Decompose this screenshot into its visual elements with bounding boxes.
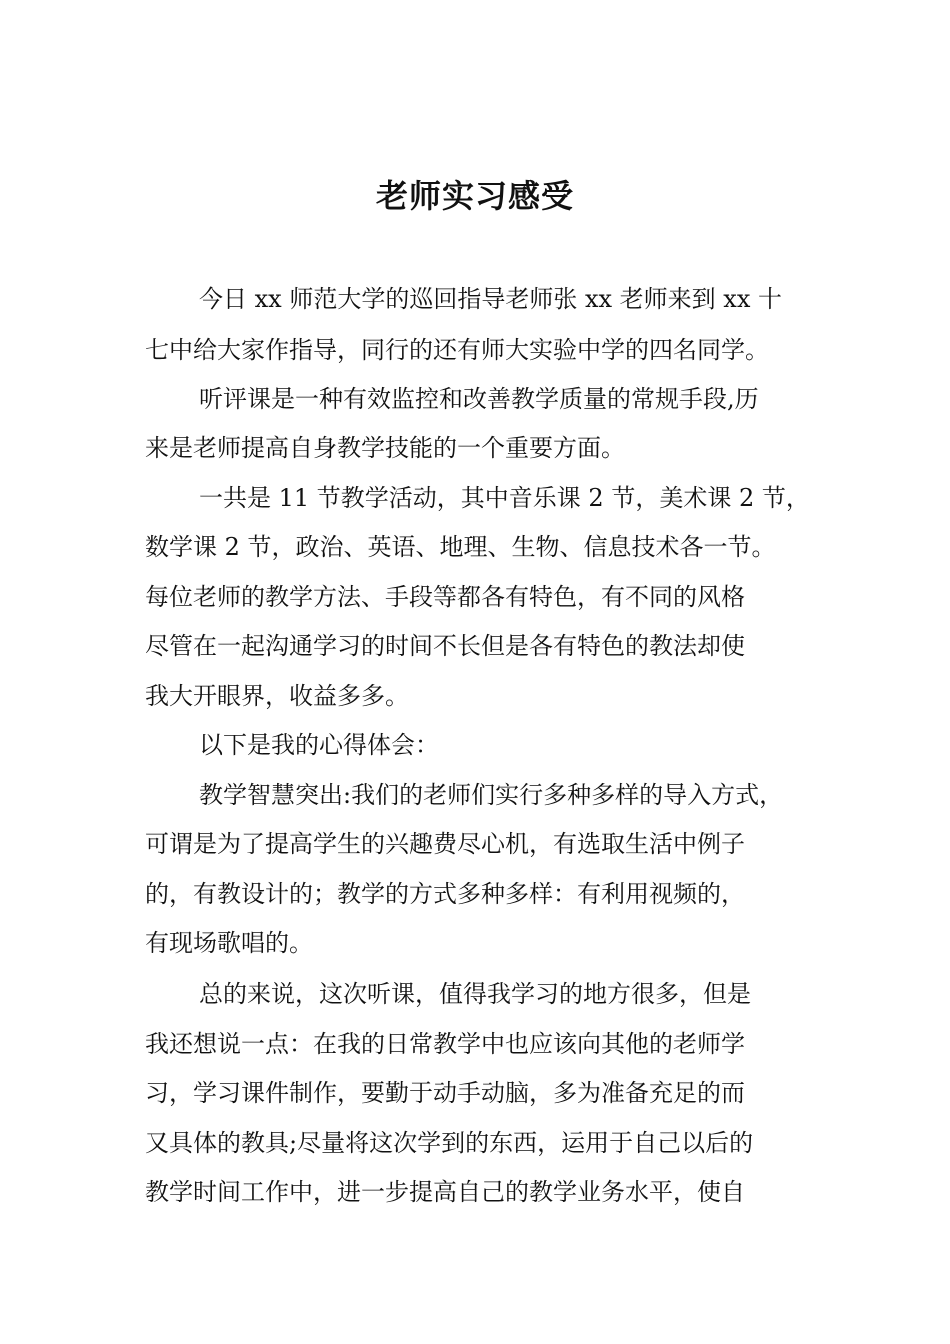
paragraph-2-line-2: 来是老师提高自身教学技能的一个重要方面。	[145, 434, 625, 462]
paragraph-6-line-3: 习，学习课件制作，要勤于动手动脑，多为准备充足的而	[145, 1079, 745, 1107]
paragraph-6-line-5: 教学时间工作中，进一步提高自己的教学业务水平，使自	[145, 1178, 745, 1206]
paragraph-3-line-2: 数学课 2 节，政治、英语、地理、生物、信息技术各一节。	[145, 533, 776, 561]
document-title: 老师实习感受	[375, 177, 574, 215]
paragraph-5-line-3: 的，有教设计的；教学的方式多种多样：有利用视频的，	[145, 880, 745, 908]
paragraph-5-line-4: 有现场歌唱的。	[145, 929, 313, 957]
paragraph-1-line-1: 今日 xx 师范大学的巡回指导老师张 xx 老师来到 xx 十	[199, 285, 782, 313]
paragraph-5-line-1: 教学智慧突出:我们的老师们实行多种多样的导入方式，	[199, 781, 784, 809]
paragraph-4-line-1: 以下是我的心得体会：	[199, 731, 439, 759]
paragraph-3-line-4: 尽管在一起沟通学习的时间不长但是各有特色的教法却使	[145, 632, 745, 660]
paragraph-3-line-5: 我大开眼界，收益多多。	[145, 682, 409, 710]
paragraph-1-line-2: 七中给大家作指导，同行的还有师大实验中学的四名同学。	[145, 336, 769, 364]
paragraph-6-line-1: 总的来说，这次听课，值得我学习的地方很多，但是	[199, 980, 751, 1008]
paragraph-6-line-4: 又具体的教具;尽量将这次学到的东西，运用于自己以后的	[145, 1129, 754, 1157]
paragraph-3-line-3: 每位老师的教学方法、手段等都各有特色，有不同的风格	[145, 583, 745, 611]
paragraph-3-line-1: 一共是 11 节教学活动，其中音乐课 2 节，美术课 2 节，	[199, 484, 810, 512]
paragraph-5-line-2: 可谓是为了提高学生的兴趣费尽心机，有选取生活中例子	[145, 830, 745, 858]
paragraph-2-line-1: 听评课是一种有效监控和改善教学质量的常规手段,历	[199, 385, 759, 413]
paragraph-6-line-2: 我还想说一点：在我的日常教学中也应该向其他的老师学	[145, 1030, 745, 1058]
